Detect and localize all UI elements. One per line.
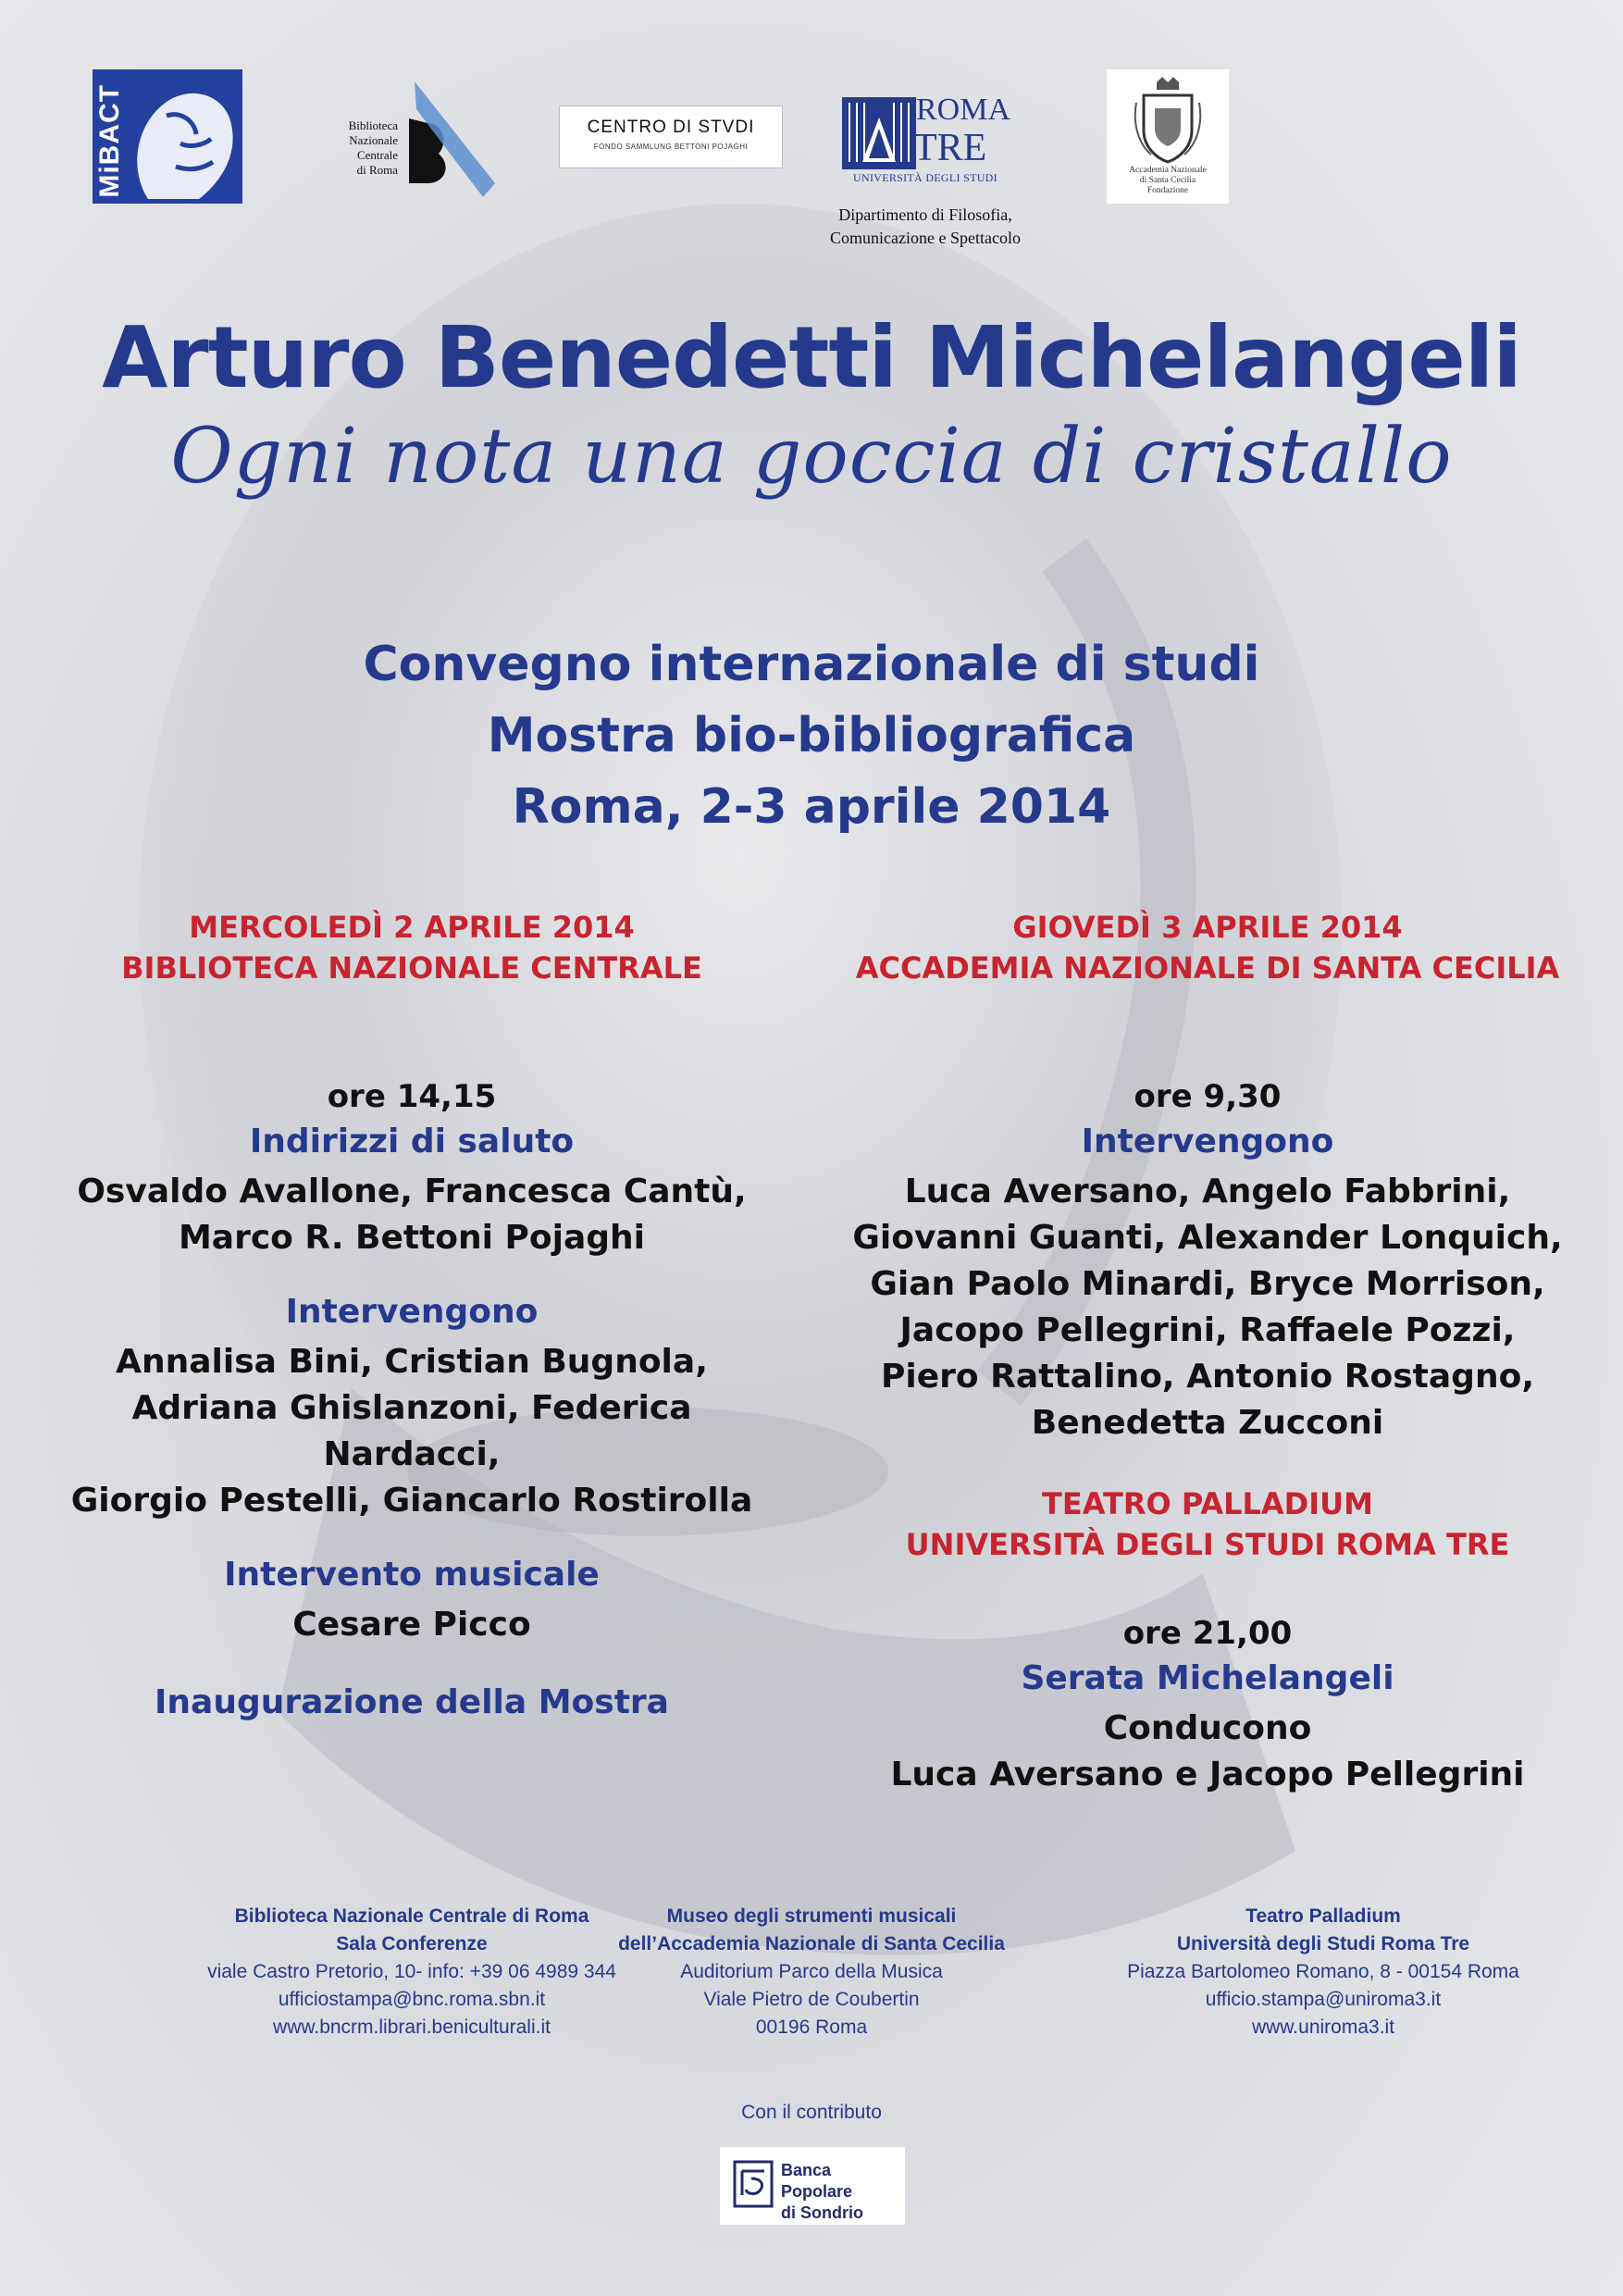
day2-speakers-names: Luca Aversano, Angelo Fabbrini, Giovanni Guanti, Alexander Lonquich, Gian Paolo Minardi, Bryce Morrison, Jacopo Pellegrini, Raffaele Pozzi, Piero Rattalino, Antonio Rostagno, Benedetta Zucconi — [852, 1173, 1563, 1442]
contribution-label: Con il contributo — [741, 2102, 882, 2123]
department-name: Dipartimento di Filosofia, Comunicazione e Spettacolo — [830, 205, 1021, 247]
banca-popolare-sondrio-logo: Banca Popolare di Sondrio — [720, 2147, 905, 2225]
day2-evening-program — [833, 1615, 1582, 1798]
day2-evening-title: Serata Michelangeli — [1021, 1659, 1394, 1697]
day1-venue: BIBLIOTECA NAZIONALE CENTRALE — [121, 950, 702, 986]
bnc-logo: Biblioteca Nazionale Centrale di Roma — [324, 72, 518, 202]
day2-speakers-title: Intervengono — [1081, 1123, 1334, 1160]
roma-tre-building-icon — [842, 97, 916, 169]
day2-evening-time: ore 21,00 — [1122, 1615, 1293, 1652]
day2-evening-venue: TEATRO PALLADIUM UNIVERSITÀ DEGLI STUDI ROMA TRE — [905, 1486, 1510, 1562]
footer-museum-address: Museo degli strumenti musicali dell’Accademia Nazionale di Santa Cecilia Auditorium Parco della Musica Viale Pietro de Coubertin 00196 Roma — [618, 1905, 1005, 2038]
day2-program — [833, 1078, 1582, 1446]
day1-greetings-names: Osvaldo Avallone, Francesca Cantù, Marco R. Bettoni Pojaghi — [77, 1173, 747, 1257]
crest-icon — [1131, 77, 1205, 165]
roma3-website-link[interactable]: www.uniroma3.it — [1251, 2017, 1395, 2038]
day2-header — [833, 907, 1582, 988]
day2-venue: ACCADEMIA NAZIONALE DI SANTA CECILIA — [855, 950, 1560, 986]
day1-exhibition-opening: Inaugurazione della Mostra — [155, 1683, 669, 1721]
subtitle: Ogni nota una goccia di cristallo — [170, 413, 1453, 501]
day1-time: ore 14,15 — [327, 1078, 497, 1115]
roma3-email-link[interactable]: ufficio.stampa@uniroma3.it — [1205, 1989, 1442, 2010]
exhibition-type: Mostra bio-bibliografica — [487, 708, 1136, 763]
day2-date: GIOVEDÌ 3 APRILE 2014 — [1012, 910, 1403, 945]
day1-music-names: Cesare Picco — [292, 1606, 531, 1644]
bnc-website-link[interactable]: www.bncrm.librari.beniculturali.it — [273, 2017, 551, 2038]
centro-di-studi-logo: CENTRO DI STVDI FONDO SAMMLUNG BETTONI POJAGHI — [559, 105, 783, 168]
day1-date: MERCOLEDÌ 2 APRILE 2014 — [189, 910, 635, 945]
bank-emblem-icon — [733, 2160, 774, 2208]
main-title: Arturo Benedetti Michelangeli — [102, 308, 1521, 407]
day1-speakers-title: Intervengono — [285, 1293, 539, 1331]
mibact-logo: MiBACT — [93, 69, 242, 204]
day1-greetings-title: Indirizzi di saluto — [249, 1123, 575, 1160]
event-date-place: Roma, 2-3 aprile 2014 — [512, 779, 1111, 835]
accademia-santa-cecilia-logo: Accademia Nazionale di Santa Cecilia Fondazione — [1107, 69, 1229, 204]
event-type: Convegno internazionale di studi — [363, 637, 1260, 692]
day1-music-title: Intervento musicale — [224, 1556, 600, 1594]
day1-program — [56, 1078, 768, 1721]
bnc-email-link[interactable]: ufficiostampa@bnc.roma.sbn.it — [278, 1989, 546, 2010]
roma-tre-logo: ROMA TRE UNIVERSITÀ DEGLI STUDI — [837, 93, 1013, 194]
footer-bnc-address: Biblioteca Nazionale Centrale di Roma Sala Conferenze viale Castro Pretorio, 10- info: +39 06 4989 344 ufficiostampa@bnc.roma.sbn.it www.bncrm.librari.beniculturali.it — [56, 1903, 768, 2042]
day1-speakers-names: Annalisa Bini, Cristian Bugnola, Adriana Ghislanzoni, Federica Nardacci, Giorgio Pestelli, Giancarlo Rostirolla — [70, 1343, 753, 1520]
day2-time: ore 9,30 — [1134, 1078, 1282, 1115]
bnc-b-mark-icon — [398, 72, 518, 202]
day1-header — [56, 907, 768, 988]
footer-palladium-address: Teatro Palladium Università degli Studi Roma Tre Piazza Bartolomeo Romano, 8 - 00154 Roma ufficio.stampa@uniroma3.it www.uniroma3.it — [1055, 1903, 1592, 2042]
day2-evening-names: Conducono Luca Aversano e Jacopo Pellegrini — [890, 1709, 1525, 1793]
